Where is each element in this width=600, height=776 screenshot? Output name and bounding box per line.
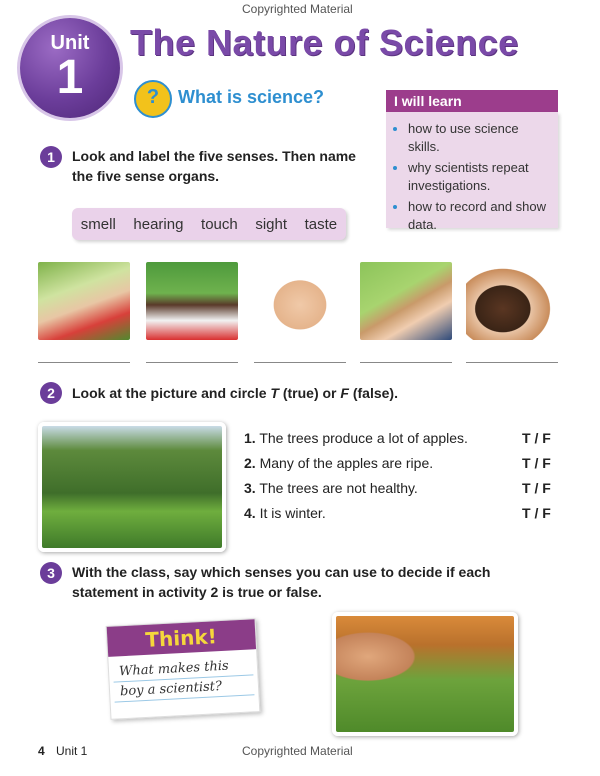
statement-text: The trees produce a lot of apples. xyxy=(259,430,468,446)
instr-part: (false). xyxy=(348,385,398,401)
activity-2-number: 2 xyxy=(40,382,62,404)
answer-line[interactable] xyxy=(38,362,130,363)
unit-badge xyxy=(20,18,120,118)
word-bank-item: hearing xyxy=(133,215,184,233)
watermark-top: Copyrighted Material xyxy=(242,2,353,16)
think-note xyxy=(106,618,261,720)
photo-boy-in-grass xyxy=(332,612,518,736)
learn-heading: I will learn xyxy=(386,90,558,112)
photo-apple-orchard xyxy=(38,422,226,552)
photo-girl-with-dog xyxy=(466,262,558,340)
answer-line[interactable] xyxy=(466,362,558,363)
learn-item: • why scientists repeat investigations. xyxy=(408,159,550,195)
statement-text: It is winter. xyxy=(259,505,326,521)
photo-girl-listening xyxy=(360,262,452,340)
unit-number: 1 xyxy=(56,51,84,104)
think-line: boy a scientist? xyxy=(119,678,223,700)
word-bank-item: smell xyxy=(80,215,116,233)
big-question-icon xyxy=(134,80,172,118)
answer-line[interactable] xyxy=(146,362,238,363)
instr-part: T xyxy=(270,385,279,401)
think-question xyxy=(119,657,231,703)
instr-part: F xyxy=(340,385,349,401)
instr-part: (true) or xyxy=(278,385,341,401)
page-title: The Nature of Science xyxy=(130,22,519,63)
statement-number: 2. xyxy=(244,455,256,471)
word-bank xyxy=(72,208,346,240)
statement-row xyxy=(244,480,418,496)
true-false-choice[interactable]: T / F xyxy=(522,430,551,446)
activity-2-instruction xyxy=(72,383,492,403)
statement-number: 1. xyxy=(244,430,256,446)
activity-3-number: 3 xyxy=(40,562,62,584)
footer-unit-label: Unit 1 xyxy=(56,744,88,758)
photo-boy-tasting xyxy=(254,262,346,340)
learn-item: • how to use science skills. xyxy=(408,120,550,156)
statement-text: The trees are not healthy. xyxy=(259,480,418,496)
true-false-choice[interactable]: T / F xyxy=(522,480,551,496)
statement-row xyxy=(244,455,433,471)
think-line: What makes this xyxy=(118,658,230,680)
activity-1-number: 1 xyxy=(40,146,62,168)
think-heading: Think! xyxy=(144,624,218,652)
true-false-choice[interactable]: T / F xyxy=(522,505,551,521)
page-number: 4 xyxy=(38,744,45,758)
statement-row xyxy=(244,430,468,446)
statement-number: 4. xyxy=(244,505,256,521)
learn-box xyxy=(386,112,558,232)
learn-item: • how to record and show data. xyxy=(408,198,550,234)
statement-text: Many of the apples are ripe. xyxy=(259,455,434,471)
word-bank-item: taste xyxy=(304,215,338,233)
think-header xyxy=(107,619,256,657)
word-bank-item: sight xyxy=(255,215,288,233)
activity-1-instruction: Look and label the five senses. Then name the five sense organs. xyxy=(72,148,356,184)
true-false-choice[interactable]: T / F xyxy=(522,455,551,471)
activity-3-instruction: With the class, say which senses you can use to decide if each statement in activity 2 is true or false. xyxy=(72,564,491,600)
answer-line[interactable] xyxy=(254,362,346,363)
statement-row xyxy=(244,505,326,521)
photo-boy-scientist xyxy=(146,262,238,340)
word-bank-item: touch xyxy=(201,215,238,233)
photo-girl-smelling-flowers xyxy=(38,262,130,340)
watermark-bottom: Copyrighted Material xyxy=(242,744,353,758)
unit-word: Unit xyxy=(50,32,90,54)
question-mark: ? xyxy=(146,86,160,108)
instr-part: Look at the picture and circle xyxy=(72,385,271,401)
big-question-text: What is science? xyxy=(178,87,325,107)
statement-number: 3. xyxy=(244,480,256,496)
answer-line[interactable] xyxy=(360,362,452,363)
